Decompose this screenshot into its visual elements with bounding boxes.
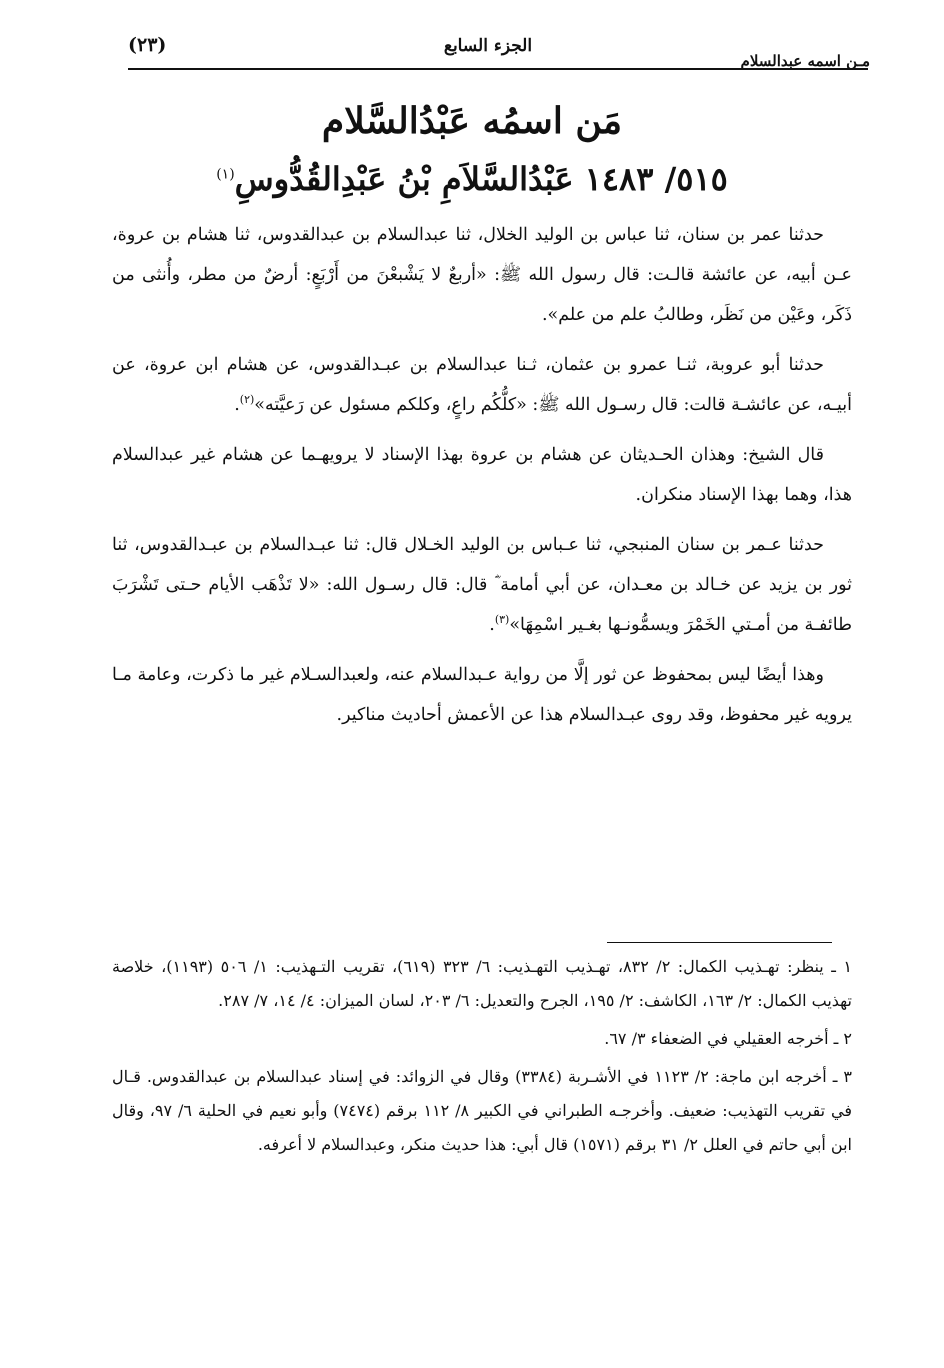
paragraph	[112, 435, 852, 515]
paragraph-text: حدثنا عمر بن سنان، ثنا عباس بن الوليد الخلال، ثنا عبدالسلام بن عبدالقدوس، ثنا هشام بن عروة، عـن أبيه، عن عائشة قالـت: قال رسول الله ﷺ: «أربعٌ لا يَشْبعْنَ من أَرْبَعٍ: أرضٌ من مطر، وأُنثى من ذَكَر، وعَيْن من نَظَر، وطالبُ علم من علم».	[112, 225, 852, 325]
footnotes	[112, 950, 852, 1166]
paragraph-text: حدثنا عـمر بن سنان المنبجي، ثنا عـباس بن الوليد الخـلال قال: ثنا عبـدالسلام بن عبـدالقدوس، ثنا ثور بن يزيد عن خـالد بن معـدان، عن أبي أمامة ؓ قال: قال رسـول الله: «لا تَذْهَب الأيام حـتى تَشْرَبَ طائفـة من أمـتي الخَمْرَ ويسمُّونـها بغـير اسْمِهَا»	[112, 535, 852, 635]
paragraph-end: .	[234, 395, 240, 415]
paragraph-text: حدثنا أبو عروبة، ثنـا عمرو بن عثمان، ثـنا عبدالسلام بن عبـدالقدوس، عن هشام ابن عروة، عن أبيـه، عن عائشـة قالت: قال رسـول الله ﷺ: «كلُّكُم راعٍ، وكلكم مسئول عن رَعيَّته»	[112, 355, 852, 415]
paragraph	[112, 655, 852, 735]
running-header-volume: الجزء السابع	[443, 36, 533, 56]
footnote-rule	[607, 942, 832, 943]
page-number: (٢٣)	[128, 34, 167, 56]
paragraph	[112, 525, 852, 645]
footnote-ref: (٢)	[239, 393, 255, 407]
footnote: ٢ ـ أخرجه العقيلي في الضعفاء ٣/ ٦٧.	[604, 1029, 852, 1048]
running-header-section: مـن اسمه عبدالسلام	[740, 52, 870, 70]
section-title: مَن اسمُه عَبْدُالسَّلام	[321, 100, 623, 142]
paragraph-text: قال الشيخ: وهذان الحـديثان عن هشام بن عروة بهذا الإسناد لا يرويهـما عن هشام غير عبدالسلام هذا، وهما بهذا الإسناد منكران.	[112, 445, 852, 505]
entry-title	[0, 160, 944, 198]
footnote-ref: (٣)	[494, 613, 510, 627]
header-rule	[128, 68, 868, 70]
paragraph	[112, 345, 852, 425]
entry-title-text: ٥١٥/ ١٤٨٣ عَبْدُالسَّلاَمِ بْنُ عَبْدِالقُدُّوسِ	[234, 160, 728, 198]
paragraph-text: وهذا أيضًا ليس بمحفوظ عن ثور إلَّا من رواية عـبدالسلام عنه، ولعبدالسـلام غير ما ذكرت، وعامة مـا يرويه غير محفوظ، وقد روى عبـدالسلام هذا عن الأعمش أحاديث مناكير.	[112, 665, 852, 725]
paragraph	[112, 215, 852, 335]
entry-footnote-ref: (١)	[216, 166, 235, 183]
body-text	[112, 215, 852, 745]
footnote: ١ ـ ينظر: تهـذيب الكمال: ٢/ ٨٣٢، تهـذيب التهـذيب: ٦/ ٣٢٣ (٦١٩)، تقريب التـهذيب: ١/ ٥٠٦ (١١٩٣)، خلاصة تهذيب الكمال: ٢/ ١٦٣، الكاشف: ٢/ ١٩٥، الجرح والتعديل: ٦/ ٢٠٣، لسان الميزان: ٤/ ١٤، ٧/ ٢٨٧.	[112, 957, 852, 1010]
paragraph-end: .	[489, 615, 495, 635]
running-header	[118, 32, 870, 72]
footnote: ٣ ـ أخرجه ابن ماجة: ٢/ ١١٢٣ في الأشـربة (٣٣٨٤) وقال في الزوائد: في إسناد عبدالسلام بن عبدالقدوس. قـال في تقريب التهذيب: ضعيف. وأخرجـه الطبراني في الكبير ٨/ ١١٢ برقم (٧٤٧٤) وأبو نعيم في الحلية ٦/ ٩٧، وقال ابن أبي حاتم في العلل ٢/ ٣١ برقم (١٥٧١) قال أبي: هذا حديث منكر، وعبدالسلام لا أعرفه.	[112, 1067, 852, 1154]
